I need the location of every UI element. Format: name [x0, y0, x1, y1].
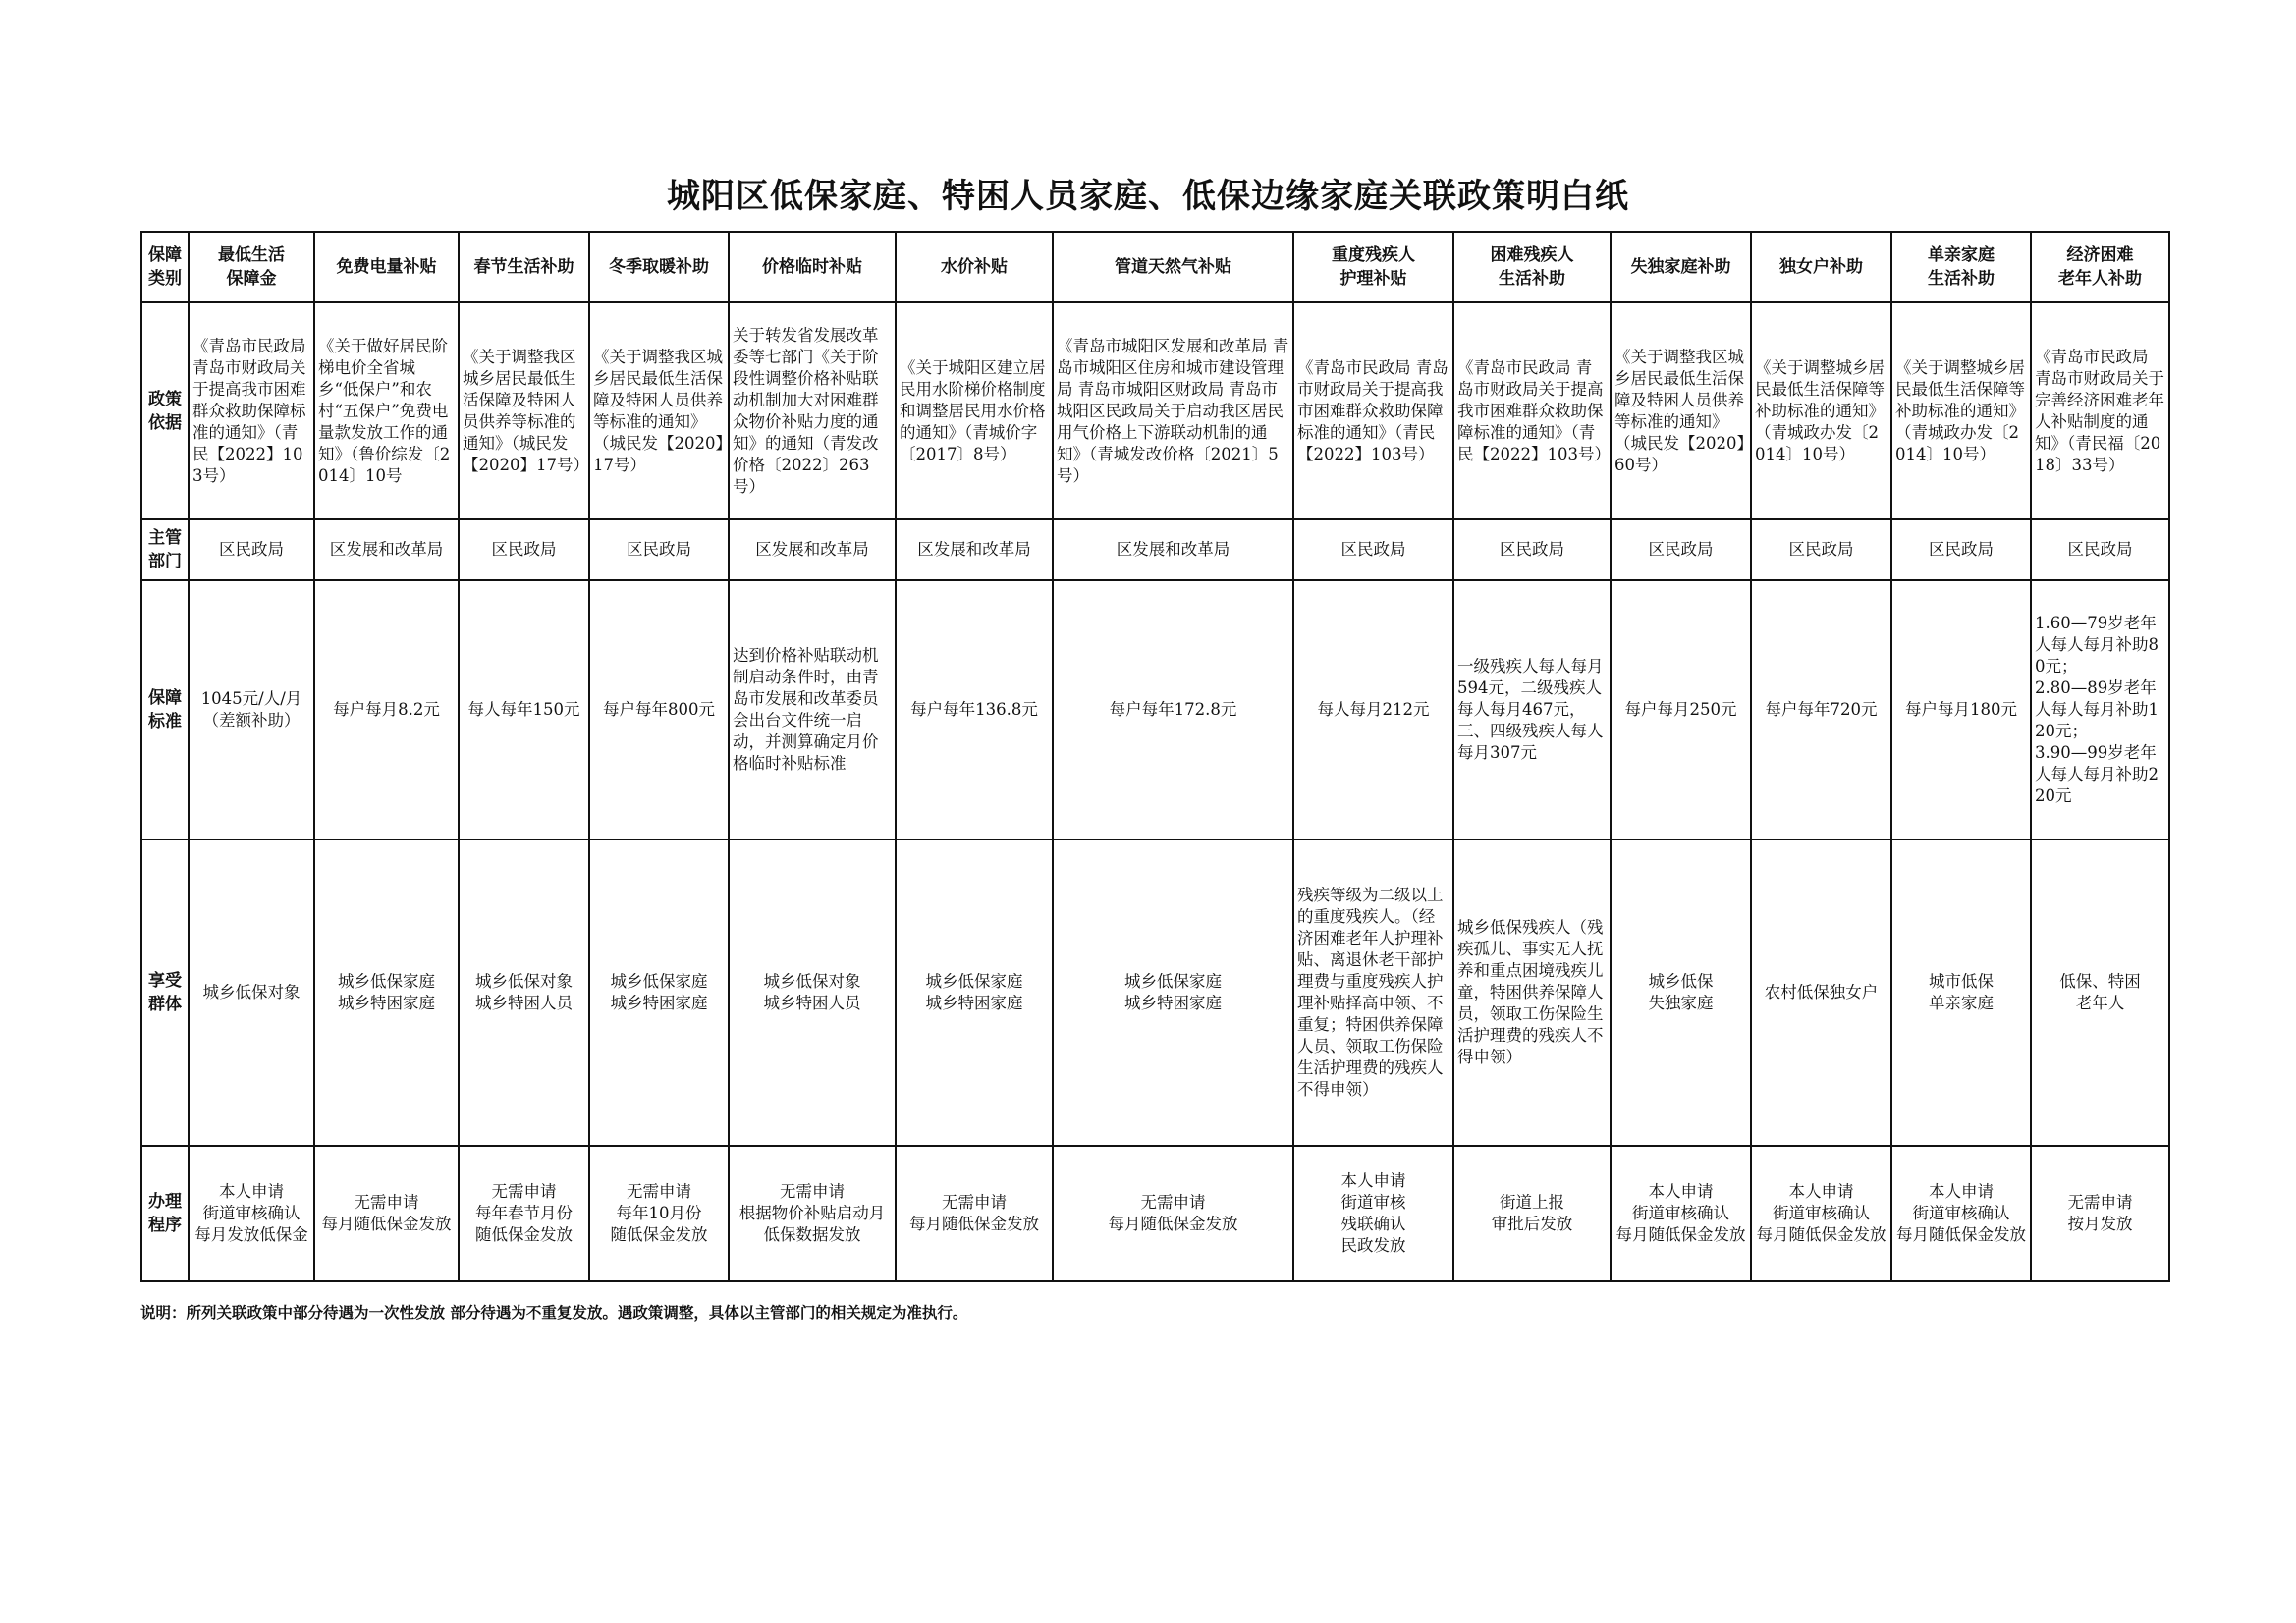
column-header: 价格临时补贴: [729, 232, 896, 302]
basis-cell: 《关于调整我区城乡居民最低生活保障及特困人员供养等标准的通知》（城民发【2020】17号）: [589, 302, 729, 519]
department-cell: 区发展和改革局: [314, 519, 459, 580]
department-cell: 区发展和改革局: [896, 519, 1053, 580]
row-header-basis: 政策依据: [141, 302, 189, 519]
department-cell: 区民政局: [1293, 519, 1453, 580]
standard-cell: 每人每月212元: [1293, 580, 1453, 839]
standard-cell: 每户每年172.8元: [1053, 580, 1293, 839]
standard-cell: 每人每年150元: [459, 580, 589, 839]
column-header: 免费电量补贴: [314, 232, 459, 302]
basis-cell: 《关于城阳区建立居民用水阶梯价格制度和调整居民用水价格的通知》（青城价字〔2017〕8号）: [896, 302, 1053, 519]
basis-cell: 关于转发省发展改革委等七部门《关于阶段性调整价格补贴联动机制加大对困难群众物价补贴力度的通知》的通知（青发改价格〔2022〕263号）: [729, 302, 896, 519]
row-header-procedure: 办理程序: [141, 1146, 189, 1281]
column-header: 重度残疾人 护理补贴: [1293, 232, 1453, 302]
procedure-cell: 本人申请 街道审核确认 每月随低保金发放: [1751, 1146, 1891, 1281]
row-header-recipients: 享受群体: [141, 839, 189, 1146]
recipients-cell: 城乡低保家庭 城乡特困家庭: [589, 839, 729, 1146]
recipients-cell: 低保、特困 老年人: [2031, 839, 2169, 1146]
procedure-cell: 街道上报 审批后发放: [1453, 1146, 1611, 1281]
basis-cell: 《青岛市民政局 青岛市财政局关于完善经济困难老年人补贴制度的通知》（青民福〔2018〕33号）: [2031, 302, 2169, 519]
procedure-cell: 无需申请 每年10月份 随低保金发放: [589, 1146, 729, 1281]
column-header: 困难残疾人 生活补助: [1453, 232, 1611, 302]
procedure-cell: 本人申请 街道审核 残联确认 民政发放: [1293, 1146, 1453, 1281]
procedure-cell: 无需申请 每月随低保金发放: [314, 1146, 459, 1281]
department-cell: 区民政局: [589, 519, 729, 580]
basis-cell: 《关于调整城乡居民最低生活保障等补助标准的通知》（青城政办发〔2014〕10号）: [1891, 302, 2031, 519]
procedure-cell: 本人申请 街道审核确认 每月随低保金发放: [1891, 1146, 2031, 1281]
basis-cell: 《青岛市城阳区发展和改革局 青岛市城阳区住房和城市建设管理局 青岛市城阳区财政局 青岛市城阳区民政局关于启动我区居民用气价格上下游联动机制的通知》（青城发改价格〔2021〕5号）: [1053, 302, 1293, 519]
department-cell: 区发展和改革局: [1053, 519, 1293, 580]
category-row: [141, 232, 2169, 302]
standard-cell: 一级残疾人每人每月594元，二级残疾人每人每月467元，三、四级残疾人每人每月307元: [1453, 580, 1611, 839]
recipients-cell: 城乡低保家庭 城乡特困家庭: [1053, 839, 1293, 1146]
footnote: 说明：所列关联政策中部分待遇为一次性发放 部分待遇为不重复发放。遇政策调整，具体以主管部门的相关规定为准执行。: [140, 1304, 968, 1322]
basis-cell: 《关于调整城乡居民最低生活保障等补助标准的通知》（青城政办发〔2014〕10号）: [1751, 302, 1891, 519]
standard-cell: 每户每月180元: [1891, 580, 2031, 839]
basis-cell: 《关于做好居民阶梯电价全省城乡“低保户”和农村“五保户”免费电量款发放工作的通知》（鲁价综发〔2014〕10号: [314, 302, 459, 519]
procedure-cell: 无需申请 按月发放: [2031, 1146, 2169, 1281]
recipients-cell: 城乡低保残疾人（残疾孤儿、事实无人抚养和重点困境残疾儿童，特困供养保障人员，领取工伤保险生活护理费的残疾人不得申领）: [1453, 839, 1611, 1146]
column-header: 最低生活 保障金: [189, 232, 314, 302]
row-header-department: 主管部门: [141, 519, 189, 580]
column-header: 经济困难 老年人补助: [2031, 232, 2169, 302]
column-header: 失独家庭补助: [1611, 232, 1751, 302]
procedure-cell: 无需申请 每月随低保金发放: [896, 1146, 1053, 1281]
recipients-cell: 城乡低保 失独家庭: [1611, 839, 1751, 1146]
recipients-cell: 城乡低保家庭 城乡特困家庭: [314, 839, 459, 1146]
department-cell: 区民政局: [1891, 519, 2031, 580]
column-header: 春节生活补助: [459, 232, 589, 302]
recipients-cell: 城乡低保家庭 城乡特困家庭: [896, 839, 1053, 1146]
recipients-cell: 残疾等级为二级以上的重度残疾人。（经济困难老年人护理补贴、离退休老干部护理费与重度残疾人护理补贴择高申领、不重复；特困供养保障人员、领取工伤保险生活护理费的残疾人不得申领）: [1293, 839, 1453, 1146]
recipients-row: [141, 839, 2169, 1146]
recipients-cell: 城乡低保对象 城乡特困人员: [729, 839, 896, 1146]
standard-cell: 每户每月250元: [1611, 580, 1751, 839]
department-cell: 区民政局: [2031, 519, 2169, 580]
recipients-cell: 城乡低保对象: [189, 839, 314, 1146]
procedure-cell: 本人申请 街道审核确认 每月随低保金发放: [1611, 1146, 1751, 1281]
column-header: 独女户补助: [1751, 232, 1891, 302]
department-cell: 区民政局: [459, 519, 589, 580]
recipients-cell: 城市低保 单亲家庭: [1891, 839, 2031, 1146]
basis-cell: 《青岛市民政局 青岛市财政局关于提高我市困难群众救助保障标准的通知》（青民【2022】103号）: [1293, 302, 1453, 519]
row-header-category: 保障类别: [141, 232, 189, 302]
basis-cell: 《关于调整我区城乡居民最低生活保障及特困人员供养等标准的通知》（城民发【2020】60号）: [1611, 302, 1751, 519]
recipients-cell: 城乡低保对象 城乡特困人员: [459, 839, 589, 1146]
procedure-cell: 本人申请 街道审核确认 每月发放低保金: [189, 1146, 314, 1281]
standard-cell: 1.60—79岁老年人每人每月补助80元； 2.80—89岁老年人每人每月补助120元； 3.90—99岁老年人每人每月补助220元: [2031, 580, 2169, 839]
procedure-cell: 无需申请 根据物价补贴启动月低保数据发放: [729, 1146, 896, 1281]
department-cell: 区民政局: [1751, 519, 1891, 580]
basis-cell: 《青岛市民政局 青岛市财政局关于提高我市困难群众救助保障标准的通知》（青民【2022】103号）: [1453, 302, 1611, 519]
column-header: 管道天然气补贴: [1053, 232, 1293, 302]
procedure-row: [141, 1146, 2169, 1281]
standard-cell: 每户每月8.2元: [314, 580, 459, 839]
standard-cell: 每户每年800元: [589, 580, 729, 839]
standard-row: [141, 580, 2169, 839]
recipients-cell: 农村低保独女户: [1751, 839, 1891, 1146]
procedure-cell: 无需申请 每月随低保金发放: [1053, 1146, 1293, 1281]
department-cell: 区民政局: [1453, 519, 1611, 580]
department-cell: 区发展和改革局: [729, 519, 896, 580]
row-header-standard: 保障标准: [141, 580, 189, 839]
policy-table: [140, 231, 2170, 1282]
column-header: 单亲家庭 生活补助: [1891, 232, 2031, 302]
standard-cell: 每户每年720元: [1751, 580, 1891, 839]
procedure-cell: 无需申请 每年春节月份 随低保金发放: [459, 1146, 589, 1281]
standard-cell: 达到价格补贴联动机制启动条件时，由青岛市发展和改革委员会出台文件统一启动，并测算确定月价格临时补贴标准: [729, 580, 896, 839]
department-cell: 区民政局: [1611, 519, 1751, 580]
department-cell: 区民政局: [189, 519, 314, 580]
standard-cell: 每户每年136.8元: [896, 580, 1053, 839]
column-header: 水价补贴: [896, 232, 1053, 302]
column-header: 冬季取暖补助: [589, 232, 729, 302]
page-title: 城阳区低保家庭、特困人员家庭、低保边缘家庭关联政策明白纸: [667, 177, 1629, 216]
basis-cell: 《关于调整我区城乡居民最低生活保障及特困人员供养等标准的通知》（城民发【2020】17号）: [459, 302, 589, 519]
basis-row: [141, 302, 2169, 519]
standard-cell: 1045元/人/月 （差额补助）: [189, 580, 314, 839]
basis-cell: 《青岛市民政局 青岛市财政局关于提高我市困难群众救助保障标准的通知》（青民【2022】103号）: [189, 302, 314, 519]
department-row: [141, 519, 2169, 580]
